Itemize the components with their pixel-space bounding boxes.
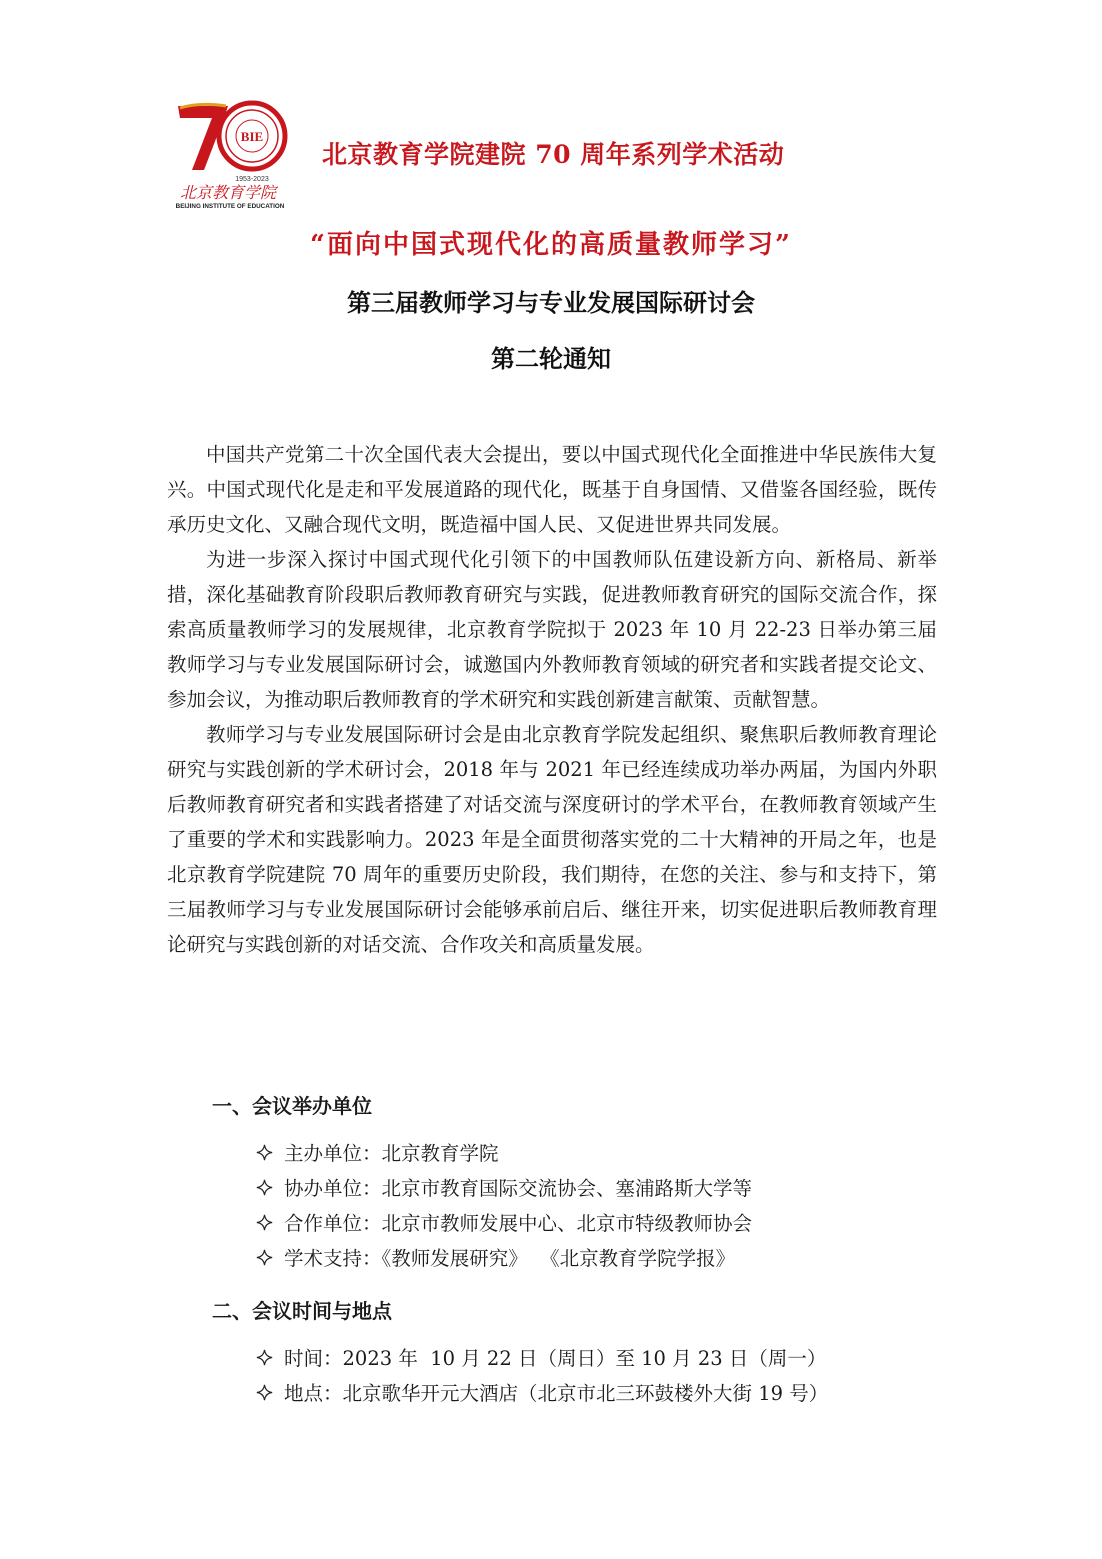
document-header (170, 98, 950, 213)
four-point-star-icon (256, 1206, 276, 1241)
paragraph: 中国共产党第二十次全国代表大会提出，要以中国式现代化全面推进中华民族伟大复兴。中国式现代化是走和平发展道路的现代化，既基于自身国情、又借鉴各国经验，既传承历史文化、又融合现代文明，既造福中国人民、又促进世界共同发展。 (167, 443, 937, 536)
section-heading-time-place: 二、会议时间与地点 (212, 1299, 392, 1323)
conference-title: 第三届教师学习与专业发展国际研讨会 (347, 288, 755, 317)
logo-years: 1953-2023 (235, 176, 269, 183)
list-item (256, 1136, 752, 1171)
list-item (256, 1171, 752, 1206)
list-item (256, 1206, 752, 1241)
list-item-text: 协办单位：北京市教育国际交流协会、塞浦路斯大学等 (284, 1177, 753, 1200)
list-item (256, 1241, 752, 1276)
institute-logo (170, 98, 292, 210)
list-item (256, 1376, 828, 1411)
section-heading-organizers: 一、会议举办单位 (212, 1094, 372, 1118)
logo-seal-letters: BIE (240, 129, 264, 144)
four-point-star-icon (256, 1341, 276, 1376)
header-title: 北京教育学院建院 70 周年系列学术活动 (322, 140, 785, 169)
four-point-star-icon (256, 1136, 276, 1171)
time-place-list (256, 1341, 828, 1411)
logo-english-name: BEIJING INSTITUTE OF EDUCATION (175, 203, 285, 210)
introduction-body (167, 437, 937, 962)
list-item-text: 主办单位：北京教育学院 (284, 1142, 499, 1165)
organizers-list (256, 1136, 752, 1276)
notice-title: 第二轮通知 (491, 344, 611, 373)
paragraph: 教师学习与专业发展国际研讨会是由北京教育学院发起组织、聚焦职后教师教育理论研究与实践创新的学术研讨会，2018 年与 2021 年已经连续成功举办两届，为国内外职后教师教育研究者和实践者搭建了对话交流与深度研讨的学术平台，在教师教育领域产生了重要的学术和实践影响力。2023 年是全面贯彻落实党的二十大精神的开局之年，也是北京教育学院建院 70 周年的重要历史阶段，我们期待，在您的关注、参与和支持下，第三届教师学习与专业发展国际研讨会能够承前启后、继往开来，切实促进职后教师教育理论研究与实践创新的对话交流、合作攻关和高质量发展。 (167, 723, 937, 956)
logo-70-emblem (170, 98, 292, 210)
four-point-star-icon (256, 1171, 276, 1206)
paragraph: 为进一步深入探讨中国式现代化引领下的中国教师队伍建设新方向、新格局、新举措，深化基础教育阶段职后教师教育研究与实践，促进教师教育研究的国际交流合作，探索高质量教师学习的发展规律，北京教育学院拟于 2023 年 10 月 22-23 日举办第三届教师学习与专业发展国际研讨会，诚邀国内外教师教育领域的研究者和实践者提交论文、参加会议，为推动职后教师教育的学术研究和实践创新建言献策、贡献智慧。 (167, 548, 937, 711)
list-item-text: 学术支持：《教师发展研究》 《北京教育学院学报》 (284, 1247, 736, 1270)
list-item (256, 1341, 828, 1376)
logo-script-name: 北京教育学院 (179, 183, 277, 202)
theme-title: “面向中国式现代化的高质量教师学习” (310, 230, 792, 260)
list-item-text: 时间：2023 年 10 月 22 日（周日）至 10 月 23 日（周一） (284, 1347, 827, 1370)
list-item-text: 合作单位：北京市教师发展中心、北京市特级教师协会 (284, 1212, 753, 1235)
four-point-star-icon (256, 1376, 276, 1411)
list-item-text: 地点：北京歌华开元大酒店（北京市北三环鼓楼外大街 19 号） (284, 1382, 829, 1405)
four-point-star-icon (256, 1241, 276, 1276)
